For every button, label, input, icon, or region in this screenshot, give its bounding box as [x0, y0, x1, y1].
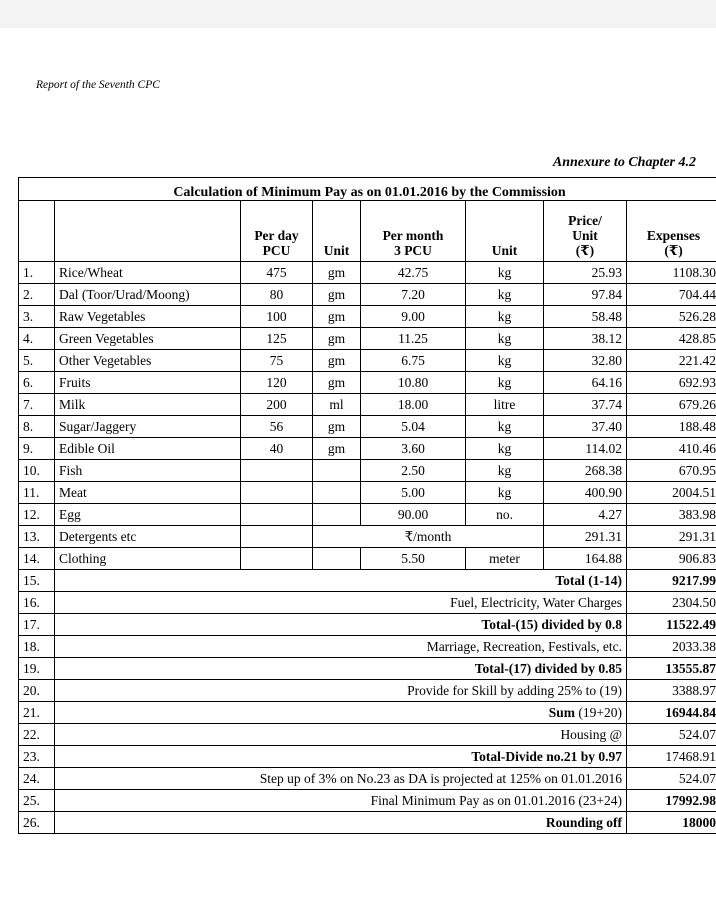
per-day-value: 100: [241, 306, 313, 328]
per-month-value: 11.25: [361, 328, 466, 350]
row-number: 20.: [19, 680, 55, 702]
row-number: 2.: [19, 284, 55, 306]
annexure-title: Annexure to Chapter 4.2: [552, 155, 696, 170]
unit-value: gm: [313, 328, 361, 350]
price-value: 32.80: [544, 350, 627, 372]
per-month-value: 5.50: [361, 548, 466, 570]
col-header-unit: Unit: [313, 201, 361, 262]
price-value: 38.12: [544, 328, 627, 350]
expenses-value: 670.95: [627, 460, 716, 482]
unit2-value: meter: [466, 548, 544, 570]
row-number: 26.: [19, 812, 55, 834]
unit2-value: kg: [466, 482, 544, 504]
row-number: 22.: [19, 724, 55, 746]
summary-value: 2304.50: [627, 592, 716, 614]
row-number: 15.: [19, 570, 55, 592]
table-title-row: [19, 178, 716, 201]
per-month-value: 7.20: [361, 284, 466, 306]
summary-label: [55, 768, 627, 790]
summary-label-text: Fuel, Electricity, Water Charges: [450, 595, 622, 610]
unit2-value: kg: [466, 350, 544, 372]
row-number: 23.: [19, 746, 55, 768]
summary-row: [19, 702, 716, 724]
summary-label-text: Total-(17) divided by 0.85: [474, 661, 622, 676]
item-name: Raw Vegetables: [55, 306, 241, 328]
summary-row: [19, 812, 716, 834]
table-row: [19, 328, 716, 350]
expenses-value: 1108.30: [627, 262, 716, 284]
per-day-value: 125: [241, 328, 313, 350]
summary-value: 17992.98: [627, 790, 716, 812]
minimum-pay-table: [18, 177, 716, 834]
row-number: 1.: [19, 262, 55, 284]
table-row: [19, 394, 716, 416]
row-number: 12.: [19, 504, 55, 526]
per-day-value: 40: [241, 438, 313, 460]
table-row: [19, 460, 716, 482]
summary-row: [19, 746, 716, 768]
summary-label: [55, 570, 627, 592]
row-number: 16.: [19, 592, 55, 614]
per-day-value: [241, 526, 313, 548]
table-row: [19, 548, 716, 570]
summary-row: [19, 768, 716, 790]
summary-label-text: Sum: [548, 705, 576, 720]
price-value: 97.84: [544, 284, 627, 306]
unit-value: gm: [313, 284, 361, 306]
col-header-per-day: Per day PCU: [241, 201, 313, 262]
col-header-item: [55, 201, 241, 262]
unit-value: [313, 460, 361, 482]
item-name: Fruits: [55, 372, 241, 394]
row-number: 25.: [19, 790, 55, 812]
row-number: 14.: [19, 548, 55, 570]
summary-label-text: Marriage, Recreation, Festivals, etc.: [426, 639, 622, 654]
unit-value: ml: [313, 394, 361, 416]
row-number: 17.: [19, 614, 55, 636]
item-name: Rice/Wheat: [55, 262, 241, 284]
table-row: [19, 438, 716, 460]
top-band: [0, 0, 716, 28]
summary-value: 3388.97: [627, 680, 716, 702]
item-name: Other Vegetables: [55, 350, 241, 372]
table-row: [19, 262, 716, 284]
per-day-value: 120: [241, 372, 313, 394]
per-day-value: [241, 504, 313, 526]
unit-value: gm: [313, 416, 361, 438]
item-name: Meat: [55, 482, 241, 504]
summary-value: 2033.38: [627, 636, 716, 658]
price-value: 37.40: [544, 416, 627, 438]
table-row: [19, 372, 716, 394]
summary-label-suffix: (19+20): [575, 705, 622, 720]
col-header-price: Price/ Unit (₹): [544, 201, 627, 262]
item-name: Edible Oil: [55, 438, 241, 460]
per-month-value: 5.04: [361, 416, 466, 438]
summary-label-suffix: (1-14): [584, 573, 622, 588]
per-month-value: 3.60: [361, 438, 466, 460]
item-name: Fish: [55, 460, 241, 482]
summary-label: [55, 724, 627, 746]
price-value: 64.16: [544, 372, 627, 394]
item-name: Sugar/Jaggery: [55, 416, 241, 438]
price-value: 164.88: [544, 548, 627, 570]
unit2-value: kg: [466, 460, 544, 482]
unit2-value: litre: [466, 394, 544, 416]
price-value: 4.27: [544, 504, 627, 526]
summary-row: [19, 790, 716, 812]
item-name: Green Vegetables: [55, 328, 241, 350]
row-number: 10.: [19, 460, 55, 482]
row-number: 24.: [19, 768, 55, 790]
per-day-value: [241, 482, 313, 504]
summary-label: [55, 812, 627, 834]
unit2-value: kg: [466, 372, 544, 394]
expenses-value: 2004.51: [627, 482, 716, 504]
col-header-no: [19, 201, 55, 262]
summary-label: [55, 790, 627, 812]
col-header-expenses: Expenses (₹): [627, 201, 716, 262]
table-row: [19, 482, 716, 504]
row-number: 6.: [19, 372, 55, 394]
summary-value: 9217.99: [627, 570, 716, 592]
table-row: [19, 306, 716, 328]
price-value: 37.74: [544, 394, 627, 416]
expenses-value: 291.31: [627, 526, 716, 548]
per-month-value: 6.75: [361, 350, 466, 372]
per-day-value: 80: [241, 284, 313, 306]
table-row: [19, 416, 716, 438]
summary-row: [19, 636, 716, 658]
per-month-value: ₹/month: [313, 526, 544, 548]
summary-value: 13555.87: [627, 658, 716, 680]
unit-value: [313, 482, 361, 504]
item-name: Detergents etc: [55, 526, 241, 548]
price-value: 268.38: [544, 460, 627, 482]
summary-label-text: Total-(15) divided by 0.8: [481, 617, 622, 632]
unit2-value: kg: [466, 306, 544, 328]
unit2-value: kg: [466, 328, 544, 350]
table-title: Calculation of Minimum Pay as on 01.01.2016 by the Commission: [19, 178, 716, 201]
summary-value: 18000: [627, 812, 716, 834]
price-value: 114.02: [544, 438, 627, 460]
report-title: Report of the Seventh CPC: [36, 79, 160, 91]
col-header-unit2: Unit: [466, 201, 544, 262]
row-number: 8.: [19, 416, 55, 438]
per-month-value: 2.50: [361, 460, 466, 482]
row-number: 4.: [19, 328, 55, 350]
summary-value: 524.07: [627, 768, 716, 790]
expenses-value: 428.85: [627, 328, 716, 350]
table-row: [19, 284, 716, 306]
per-day-value: 475: [241, 262, 313, 284]
item-name: Clothing: [55, 548, 241, 570]
summary-label: [55, 636, 627, 658]
item-name: Egg: [55, 504, 241, 526]
per-month-value: 18.00: [361, 394, 466, 416]
summary-row: [19, 658, 716, 680]
summary-value: 11522.49: [627, 614, 716, 636]
summary-row: [19, 614, 716, 636]
expenses-value: 679.26: [627, 394, 716, 416]
item-name: Dal (Toor/Urad/Moong): [55, 284, 241, 306]
per-day-value: [241, 548, 313, 570]
summary-row: [19, 724, 716, 746]
col-header-per-month: Per month 3 PCU: [361, 201, 466, 262]
per-month-value: 90.00: [361, 504, 466, 526]
item-name: Milk: [55, 394, 241, 416]
price-value: 291.31: [544, 526, 627, 548]
row-number: 7.: [19, 394, 55, 416]
unit2-value: kg: [466, 416, 544, 438]
summary-label-text: Total: [555, 573, 585, 588]
per-day-value: 56: [241, 416, 313, 438]
expenses-value: 692.93: [627, 372, 716, 394]
price-value: 25.93: [544, 262, 627, 284]
summary-label-text: Rounding off: [545, 815, 622, 830]
row-number: 11.: [19, 482, 55, 504]
summary-label-text: Housing @: [560, 727, 622, 742]
per-month-value: 42.75: [361, 262, 466, 284]
unit-value: gm: [313, 306, 361, 328]
summary-value: 524.07: [627, 724, 716, 746]
unit-value: gm: [313, 372, 361, 394]
unit-value: gm: [313, 350, 361, 372]
expenses-value: 383.98: [627, 504, 716, 526]
price-value: 58.48: [544, 306, 627, 328]
row-number: 5.: [19, 350, 55, 372]
expenses-value: 906.83: [627, 548, 716, 570]
expenses-value: 221.42: [627, 350, 716, 372]
row-number: 18.: [19, 636, 55, 658]
table-row: [19, 504, 716, 526]
per-day-value: 200: [241, 394, 313, 416]
unit2-value: kg: [466, 284, 544, 306]
summary-row: [19, 592, 716, 614]
summary-label: [55, 702, 627, 724]
summary-label-text: Provide for Skill by adding 25% to (19): [407, 683, 622, 698]
row-number: 21.: [19, 702, 55, 724]
summary-label: [55, 658, 627, 680]
summary-row: [19, 680, 716, 702]
summary-value: 17468.91: [627, 746, 716, 768]
table-row: [19, 350, 716, 372]
row-number: 13.: [19, 526, 55, 548]
per-day-value: 75: [241, 350, 313, 372]
summary-label-text: Step up of 3% on No.23 as DA is projected at 125% on 01.01.2016: [259, 771, 622, 786]
per-month-value: 10.80: [361, 372, 466, 394]
table-row: [19, 526, 716, 548]
row-number: 9.: [19, 438, 55, 460]
summary-label: [55, 746, 627, 768]
row-number: 19.: [19, 658, 55, 680]
summary-row: [19, 570, 716, 592]
summary-label: [55, 614, 627, 636]
table-header-row: [19, 201, 716, 262]
unit-value: gm: [313, 438, 361, 460]
summary-label: [55, 680, 627, 702]
expenses-value: 188.48: [627, 416, 716, 438]
price-value: 400.90: [544, 482, 627, 504]
per-day-value: [241, 460, 313, 482]
row-number: 3.: [19, 306, 55, 328]
per-month-value: 5.00: [361, 482, 466, 504]
expenses-value: 704.44: [627, 284, 716, 306]
summary-value: 16944.84: [627, 702, 716, 724]
unit2-value: kg: [466, 438, 544, 460]
expenses-value: 410.46: [627, 438, 716, 460]
unit2-value: no.: [466, 504, 544, 526]
per-month-value: 9.00: [361, 306, 466, 328]
unit-value: [313, 548, 361, 570]
summary-label: [55, 592, 627, 614]
summary-label-text: Final Minimum Pay as on 01.01.2016 (23+24): [370, 793, 622, 808]
expenses-value: 526.28: [627, 306, 716, 328]
summary-label-text: Total-Divide no.21 by 0.97: [471, 749, 622, 764]
unit2-value: kg: [466, 262, 544, 284]
unit-value: gm: [313, 262, 361, 284]
unit-value: [313, 504, 361, 526]
